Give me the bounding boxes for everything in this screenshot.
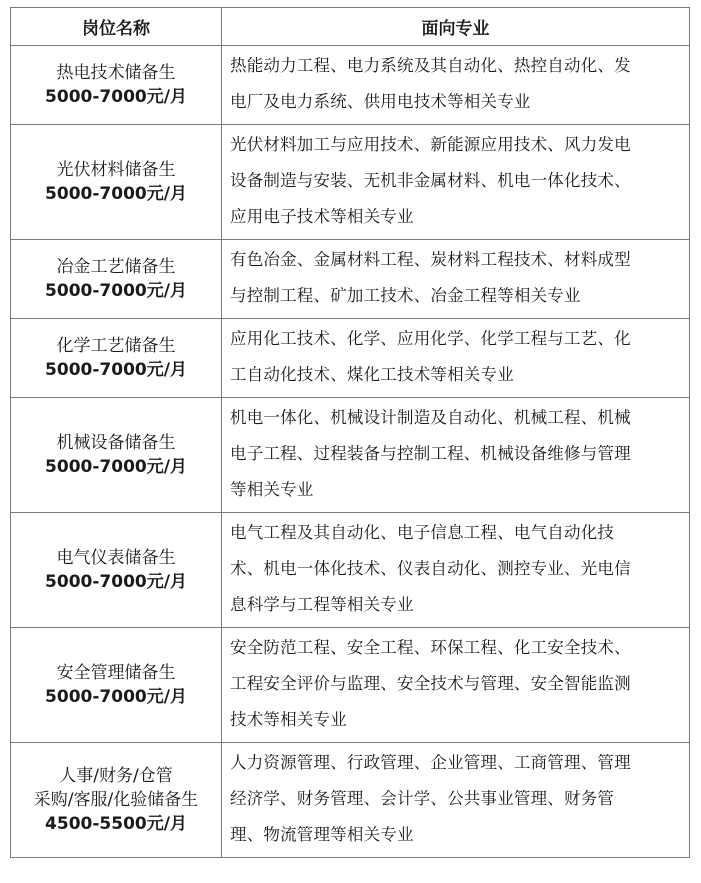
table-row: [11, 628, 690, 743]
position-cell: [11, 398, 222, 513]
majors-line: 安全防范工程、安全工程、环保工程、化工安全技术、: [230, 638, 631, 657]
table-row: [11, 743, 690, 858]
position-cell: [11, 319, 222, 398]
position-cell: [11, 743, 222, 858]
position-salary: 5000-7000元/月: [45, 457, 187, 477]
majors-cell: [222, 513, 690, 628]
majors-line: 息科学与工程等相关专业: [230, 595, 414, 614]
position-salary: 5000-7000元/月: [45, 572, 187, 592]
position-name: 光伏材料储备生: [56, 160, 176, 180]
position-cell: [11, 628, 222, 743]
majors-cell: [222, 240, 690, 319]
header-position: 岗位名称: [11, 8, 222, 46]
position-salary: 5000-7000元/月: [45, 87, 187, 107]
majors-line: 等相关专业: [230, 480, 314, 499]
majors-line: 有色冶金、金属材料工程、炭材料工程技术、材料成型: [230, 250, 631, 269]
position-name: 采购/客服/化验储备生: [33, 790, 199, 810]
position-name: 安全管理储备生: [56, 663, 176, 683]
majors-line: 经济学、财务管理、会计学、公共事业管理、财务管: [230, 789, 615, 808]
table-row: [11, 240, 690, 319]
majors-cell: [222, 125, 690, 240]
position-name: 电气仪表储备生: [56, 548, 176, 568]
table-header-row: [11, 8, 690, 46]
majors-line: 技术等相关专业: [230, 710, 347, 729]
majors-line: 应用化工技术、化学、应用化学、化学工程与工艺、化: [230, 329, 631, 348]
position-cell: [11, 46, 222, 125]
majors-line: 工程安全评价与监理、安全技术与管理、安全智能监测: [230, 674, 631, 693]
majors-line: 与控制工程、矿加工技术、冶金工程等相关专业: [230, 286, 581, 305]
majors-cell: [222, 46, 690, 125]
position-name: 热电技术储备生: [56, 63, 176, 83]
majors-line: 光伏材料加工与应用技术、新能源应用技术、风力发电: [230, 135, 631, 154]
position-name: 机械设备储备生: [56, 433, 176, 453]
position-salary: 4500-5500元/月: [45, 814, 187, 834]
position-cell: [11, 125, 222, 240]
majors-line: 机电一体化、机械设计制造及自动化、机械工程、机械: [230, 408, 631, 427]
position-name: 冶金工艺储备生: [56, 257, 176, 277]
majors-cell: [222, 319, 690, 398]
majors-cell: [222, 398, 690, 513]
position-salary: 5000-7000元/月: [45, 360, 187, 380]
position-cell: [11, 513, 222, 628]
header-majors: 面向专业: [222, 8, 690, 46]
majors-line: 人力资源管理、行政管理、企业管理、工商管理、管理: [230, 753, 631, 772]
majors-line: 热能动力工程、电力系统及其自动化、热控自动化、发: [230, 56, 631, 75]
majors-cell: [222, 743, 690, 858]
positions-table: [10, 7, 690, 858]
table-row: [11, 398, 690, 513]
majors-line: 术、机电一体化技术、仪表自动化、测控专业、光电信: [230, 559, 631, 578]
table-row: [11, 125, 690, 240]
majors-line: 设备制造与安装、无机非金属材料、机电一体化技术、: [230, 171, 631, 190]
positions-table-container: [10, 7, 690, 858]
majors-line: 电子工程、过程装备与控制工程、机械设备维修与管理: [230, 444, 631, 463]
position-salary: 5000-7000元/月: [45, 184, 187, 204]
position-salary: 5000-7000元/月: [45, 687, 187, 707]
majors-cell: [222, 628, 690, 743]
position-name: 化学工艺储备生: [56, 336, 176, 356]
majors-line: 理、物流管理等相关专业: [230, 825, 414, 844]
table-row: [11, 319, 690, 398]
position-cell: [11, 240, 222, 319]
position-salary: 5000-7000元/月: [45, 281, 187, 301]
majors-line: 电厂及电力系统、供用电技术等相关专业: [230, 92, 531, 111]
table-row: [11, 513, 690, 628]
majors-line: 电气工程及其自动化、电子信息工程、电气自动化技: [230, 523, 615, 542]
majors-line: 工自动化技术、煤化工技术等相关专业: [230, 365, 514, 384]
table-row: [11, 46, 690, 125]
majors-line: 应用电子技术等相关专业: [230, 207, 414, 226]
position-name: 人事/财务/仓管: [59, 766, 173, 786]
